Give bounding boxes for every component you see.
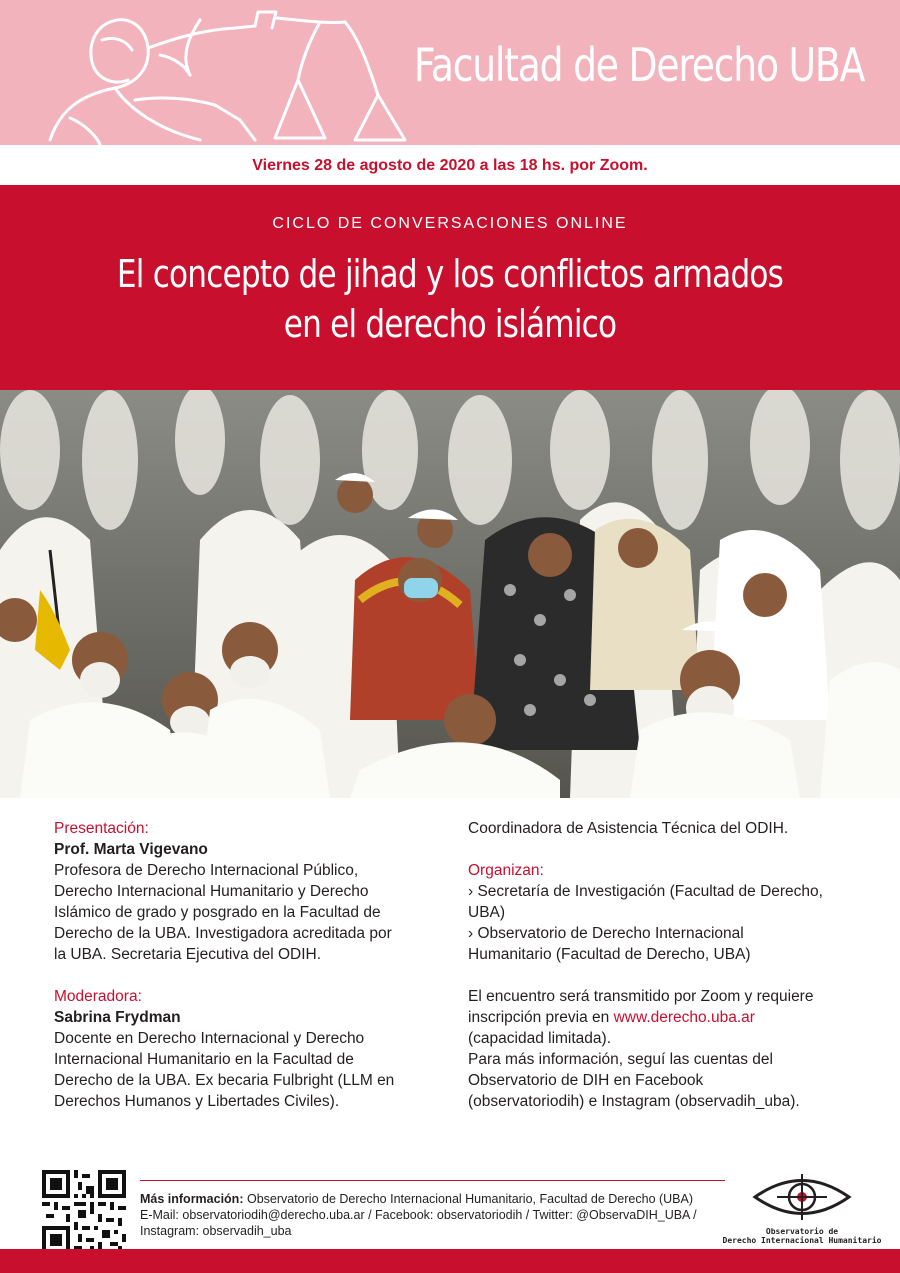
justice-scales-illustration bbox=[40, 0, 420, 145]
event-dateline: Viernes 28 de agosto de 2020 a las 18 hs. por Zoom. bbox=[252, 157, 648, 174]
faculty-title: Facultad de Derecho UBA bbox=[413, 38, 864, 92]
logo-line1: Observatorio de bbox=[765, 1227, 839, 1236]
info-line: (observatoriodih) e Instagram (observadih_uba). bbox=[468, 1093, 800, 1110]
left-column bbox=[54, 818, 434, 1112]
cycle-label: CICLO DE CONVERSACIONES ONLINE bbox=[272, 215, 628, 232]
organizer-line: › Secretaría de Investigación (Facultad de Derecho, bbox=[468, 883, 823, 900]
footer-divider bbox=[140, 1180, 725, 1181]
moderator-bio-line: Derecho de la UBA. Ex becaria Fulbright (LLM en bbox=[54, 1072, 395, 1089]
organizer-line: UBA) bbox=[468, 904, 506, 921]
header-banner bbox=[0, 0, 900, 145]
registration-link[interactable]: www.derecho.uba.ar bbox=[613, 1009, 755, 1026]
organizer-line: › Observatorio de Derecho Internacional bbox=[468, 925, 744, 942]
eye-target-icon bbox=[747, 1172, 857, 1222]
event-title bbox=[81, 249, 819, 349]
info-line: Para más información, seguí las cuentas del bbox=[468, 1051, 773, 1068]
moderator-bio-continued: Coordinadora de Asistencia Técnica del ODIH. bbox=[468, 820, 789, 837]
organizer-line: Humanitario (Facultad de Derecho, UBA) bbox=[468, 946, 751, 963]
qr-code-icon[interactable] bbox=[42, 1170, 126, 1254]
moderator-bio-line: Docente en Derecho Internacional y Derecho bbox=[54, 1030, 365, 1047]
organizers-label: Organizan: bbox=[468, 862, 544, 879]
event-title-line2: en el derecho islámico bbox=[283, 302, 617, 346]
info-line-prefix: inscripción previa en bbox=[468, 1009, 614, 1026]
contact-line: E-Mail: observatoriodih@derecho.uba.ar / Facebook: observatoriodih / Twitter: @ObservaDIH_UBA / bbox=[140, 1208, 697, 1222]
more-info-line bbox=[140, 1191, 725, 1207]
contact-info bbox=[140, 1191, 725, 1239]
presenter-bio-line: Islámico de grado y posgrado en la Facultad de bbox=[54, 904, 381, 921]
logo-line2: Derecho Internacional Humanitario bbox=[722, 1236, 882, 1245]
crowd-photo bbox=[0, 390, 900, 798]
info-line bbox=[468, 1007, 868, 1028]
presenter-bio-line: Derecho Internacional Humanitario y Derecho bbox=[54, 883, 369, 900]
presenter-label: Presentación: bbox=[54, 820, 149, 837]
presenter-bio-line: Derecho de la UBA. Investigadora acreditada por bbox=[54, 925, 392, 942]
more-info-label: Más información: bbox=[140, 1192, 244, 1206]
moderator-label: Moderadora: bbox=[54, 988, 142, 1005]
bottom-band bbox=[0, 1249, 900, 1273]
crowd-photo-illustration bbox=[0, 390, 900, 798]
right-column bbox=[468, 818, 868, 1112]
presenter-bio-line: la UBA. Secretaria Ejecutiva del ODIH. bbox=[54, 946, 322, 963]
info-line: El encuentro será transmitido por Zoom y requiere bbox=[468, 988, 814, 1005]
presenter-name: Prof. Marta Vigevano bbox=[54, 841, 208, 858]
moderator-name: Sabrina Frydman bbox=[54, 1009, 181, 1026]
moderator-bio-line: Derechos Humanos y Libertades Civiles). bbox=[54, 1093, 340, 1110]
more-info-text: Observatorio de Derecho Internacional Humanitario, Facultad de Derecho (UBA) bbox=[243, 1192, 694, 1206]
event-title-line1: El concepto de jihad y los conflictos armados bbox=[116, 252, 784, 296]
instagram-line: Instagram: observadih_uba bbox=[140, 1224, 292, 1238]
odih-logo bbox=[722, 1172, 882, 1246]
presenter-bio-line: Profesora de Derecho Internacional Público, bbox=[54, 862, 359, 879]
title-band bbox=[0, 185, 900, 390]
info-line: (capacidad limitada). bbox=[468, 1030, 612, 1047]
moderator-bio-line: Internacional Humanitario en la Facultad de bbox=[54, 1051, 354, 1068]
info-line: Observatorio de DIH en Facebook bbox=[468, 1072, 704, 1089]
